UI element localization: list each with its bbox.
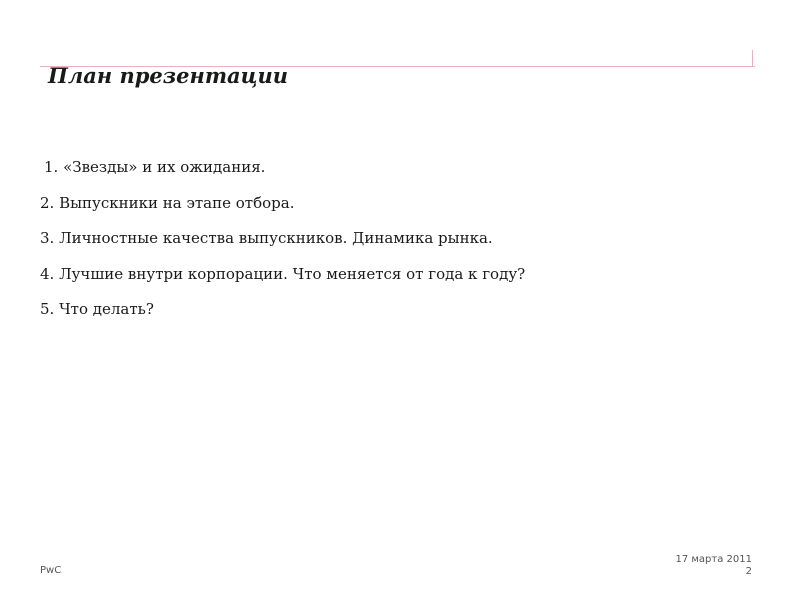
footer-date: 17 марта 2011 bbox=[675, 554, 752, 565]
agenda-list bbox=[40, 155, 525, 333]
page-number: 2 bbox=[745, 566, 752, 577]
slide-title: План презентации bbox=[48, 63, 289, 88]
agenda-item: 1. «Звезды» и их ожидания. bbox=[44, 158, 266, 176]
agenda-item: 2. Выпускники на этапе отбора. bbox=[40, 193, 295, 212]
footer-company: PwC bbox=[40, 565, 62, 576]
header-rule-corner bbox=[752, 50, 753, 67]
agenda-item: 3. Личностные качества выпускников. Динамика рынка. bbox=[40, 229, 493, 247]
agenda-item: 4. Лучшие внутри корпорации. Что меняется от года к году? bbox=[40, 264, 526, 283]
agenda-item: 5. Что делать? bbox=[40, 300, 154, 318]
